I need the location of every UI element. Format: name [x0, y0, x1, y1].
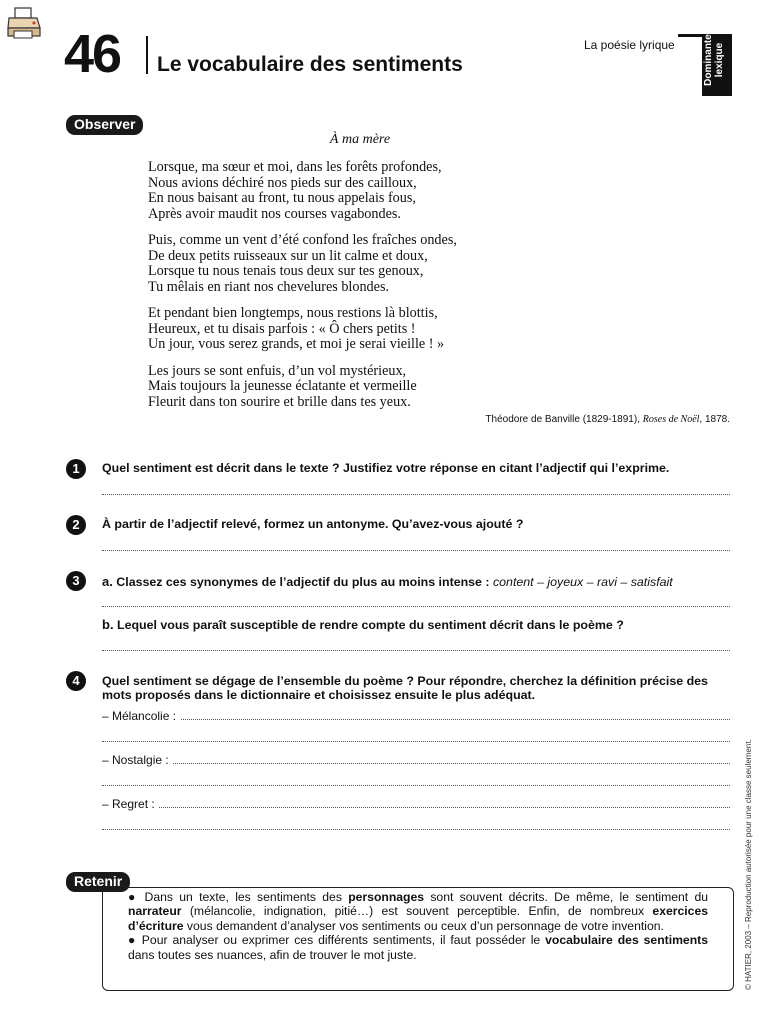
- page-title: Le vocabulaire des sentiments: [157, 53, 463, 76]
- poem-line: En nous baisant au front, tu nous appelais fous,: [148, 190, 416, 206]
- poem-line: Tu mêlais en riant nos chevelures blondes.: [148, 278, 390, 295]
- retenir-text-run: dans toutes ses nuances, afin de trouver le mot juste.: [128, 947, 417, 962]
- q3a-words: content – joyeux – ravi – satisfait: [492, 575, 673, 589]
- poem-line: Et pendant bien longtemps, nous restions là blottis,: [148, 305, 438, 321]
- answer-line[interactable]: [102, 763, 730, 764]
- poem-title: À ma mère: [329, 132, 391, 147]
- retenir-badge: Retenir: [66, 872, 130, 892]
- answer-line[interactable]: [102, 550, 730, 551]
- answer-line[interactable]: [102, 785, 730, 786]
- chapter-divider: [146, 36, 148, 74]
- credit-author: Théodore de Banville (1829-1891),: [485, 414, 640, 425]
- question-number-1: 1: [66, 459, 86, 479]
- poem-line: Puis, comme un vent d’été confond les fraîches ondes,: [148, 232, 457, 248]
- field-label-melancolie: – Mélancolie :: [102, 709, 180, 723]
- retenir-text: [128, 890, 708, 962]
- answer-line[interactable]: [102, 719, 730, 720]
- question-3b-text: [102, 617, 624, 632]
- q3b-prompt: Lequel vous paraît susceptible de rendre compte du sentiment décrit dans le poème ?: [117, 618, 624, 632]
- poem-line: Heureux, et tu disais parfois : « Ô chers petits !: [148, 320, 416, 337]
- poem-line: Lorsque, ma sœur et moi, dans les forêts profondes,: [148, 159, 442, 175]
- answer-line[interactable]: [102, 829, 730, 830]
- retenir-keyword: vocabulaire des sentiments: [545, 933, 708, 948]
- retenir-text-run: Pour analyser ou exprimer ces différents sentiments, il faut posséder le: [141, 933, 546, 948]
- tab-label-2: lexique: [714, 42, 725, 78]
- printer-icon[interactable]: [6, 6, 42, 40]
- q3a-label: a.: [102, 574, 113, 589]
- question-1-text: Quel sentiment est décrit dans le texte ? Justifiez votre réponse en citant l’adjectif qui l’exprime.: [102, 461, 670, 475]
- poem-line: Fleurit dans ton sourire et brille dans tes yeux.: [148, 393, 411, 410]
- q4-line-2: mots proposés dans le dictionnaire et choisissez ensuite le plus adéquat.: [102, 688, 536, 702]
- retenir-text-run: (mélancolie, indignation, pitié…) est souvent perceptible. Enfin, de nombreux: [181, 904, 653, 919]
- question-number-3: 3: [66, 571, 86, 591]
- poem: [148, 160, 457, 421]
- question-4-text: [102, 674, 734, 702]
- question-number-2: 2: [66, 515, 86, 535]
- poem-line: Un jour, vous serez grands, et moi je serai vieille ! »: [148, 336, 445, 352]
- retenir-text-run: vous demandent d’analyser vos sentiments ou ceux d’un personnage de votre invention.: [183, 918, 664, 933]
- poem-stanza: [148, 364, 457, 411]
- side-tab: [702, 34, 732, 96]
- retenir-text-run: sont souvent décrits. De même, le sentiment du: [424, 890, 708, 904]
- retenir-text-run: Dans un texte, les sentiments des: [144, 890, 349, 904]
- answer-line[interactable]: [102, 606, 730, 607]
- topic-label: La poésie lyrique: [584, 38, 675, 52]
- credit-year: , 1878.: [699, 414, 730, 425]
- bullet-icon: ●: [128, 890, 139, 904]
- poem-line: Lorsque tu nous tenais tous deux sur tes genoux,: [148, 263, 424, 279]
- poem-line: Après avoir maudit nos courses vagabondes.: [148, 205, 401, 222]
- retenir-keyword: exercices d’écriture: [128, 904, 708, 933]
- field-label-nostalgie: – Nostalgie :: [102, 753, 173, 767]
- answer-line[interactable]: [102, 807, 730, 808]
- credit-work: Roses de Noël: [642, 414, 700, 425]
- chapter-number: 46: [64, 24, 121, 84]
- field-label-regret: – Regret :: [102, 797, 159, 811]
- poem-line: Mais toujours la jeunesse éclatante et vermeille: [148, 378, 417, 394]
- tab-label-1: Dominante: [703, 34, 714, 86]
- poem-line: Nous avions déchiré nos pieds sur des cailloux,: [148, 174, 417, 191]
- answer-line[interactable]: [102, 741, 730, 742]
- question-2-text: À partir de l’adjectif relevé, formez un antonyme. Qu’avez-vous ajouté ?: [102, 517, 524, 531]
- question-3a-text: [102, 574, 673, 589]
- answer-line[interactable]: [102, 494, 730, 495]
- poem-credit: [485, 414, 730, 425]
- q3a-prompt: Classez ces synonymes de l’adjectif du plus au moins intense :: [116, 575, 490, 589]
- poem-stanza: [148, 306, 457, 353]
- poem-line: De deux petits ruisseaux sur un lit calme et doux,: [148, 247, 428, 264]
- observer-badge: Observer: [66, 115, 143, 135]
- copyright-notice: © HATIER, 2003 – Reproduction autorisée pour une classe seulement.: [744, 739, 753, 990]
- bullet-icon: ●: [128, 933, 137, 948]
- q3b-label: b.: [102, 617, 114, 632]
- retenir-keyword: narrateur: [128, 904, 182, 919]
- retenir-keyword: personnages: [348, 890, 425, 904]
- poem-line: Les jours se sont enfuis, d’un vol mystérieux,: [148, 362, 407, 379]
- retenir-paragraph-2: [128, 933, 708, 962]
- retenir-paragraph-1: [128, 890, 708, 933]
- poem-stanza: [148, 160, 457, 222]
- poem-stanza: [148, 233, 457, 295]
- answer-line[interactable]: [102, 650, 730, 651]
- q4-line-1: Quel sentiment se dégage de l’ensemble du poème ? Pour répondre, cherchez la définition précise des: [102, 674, 708, 688]
- question-number-4: 4: [66, 671, 86, 691]
